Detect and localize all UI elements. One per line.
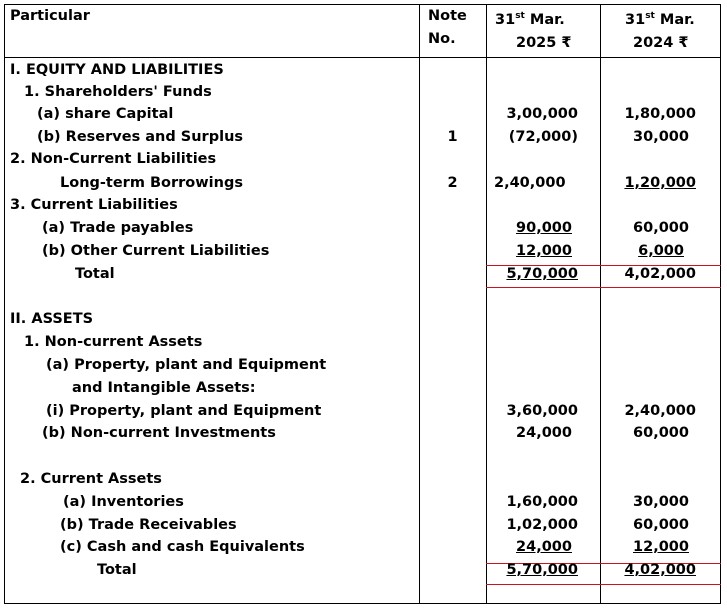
row-label: (b) Non-current Investments (42, 425, 276, 441)
header-note-line2: No. (428, 31, 456, 47)
value-2024: 60,000 (633, 517, 689, 533)
row-label: (c) Cash and cash Equivalents (60, 539, 305, 555)
row-label: (i) Property, plant and Equipment (46, 403, 322, 419)
row-label: (a) Inventories (63, 494, 184, 510)
column-divider (486, 4, 487, 604)
value-2024: 30,000 (633, 129, 689, 145)
row-label: (a) share Capital (37, 106, 174, 122)
header-particular: Particular (10, 8, 90, 24)
value-2025: 3,00,000 (506, 106, 578, 122)
header-2024-year: 2024 ₹ (633, 35, 689, 51)
header-note-line1: Note (428, 8, 467, 24)
row-label: (b) Reserves and Surplus (37, 129, 244, 145)
value-2025: 5,70,000 (506, 266, 578, 282)
value-2024: 1,20,000 (624, 175, 696, 191)
row-label: Total (97, 562, 137, 578)
value-2024: 4,02,000 (624, 562, 696, 578)
header-2024-date: 31st Mar. (625, 11, 695, 28)
row-label: 2. Non-Current Liabilities (10, 151, 217, 167)
value-2025: (72,000) (508, 129, 578, 145)
value-2024: 2,40,000 (624, 403, 696, 419)
value-2025: 24,000 (516, 539, 572, 555)
row-label: Long-term Borrowings (60, 175, 243, 191)
row-label: (a) Property, plant and Equipment (46, 357, 327, 373)
note-number: 2 (447, 175, 458, 191)
value-2024: 60,000 (633, 220, 689, 236)
value-2024: 60,000 (633, 425, 689, 441)
row-label: (b) Trade Receivables (60, 517, 237, 533)
value-2025: 24,000 (516, 425, 572, 441)
total-rule (486, 287, 721, 288)
total-rule (486, 584, 721, 585)
value-2025: 12,000 (516, 243, 572, 259)
row-label: 2. Current Assets (20, 471, 162, 487)
value-2024: 1,80,000 (624, 106, 696, 122)
value-2025: 1,02,000 (506, 517, 578, 533)
row-label: 1. Shareholders' Funds (24, 84, 212, 100)
value-2025: 3,60,000 (506, 403, 578, 419)
row-label: (b) Other Current Liabilities (42, 243, 270, 259)
row-label: 3. Current Liabilities (10, 197, 178, 213)
row-label: I. EQUITY AND LIABILITIES (10, 62, 224, 78)
value-2025: 1,60,000 (506, 494, 578, 510)
value-2024: 12,000 (633, 539, 689, 555)
value-2024: 30,000 (633, 494, 689, 510)
row-label: and Intangible Assets: (72, 380, 256, 396)
header-divider (4, 57, 721, 58)
row-label: Total (75, 266, 115, 282)
row-label: II. ASSETS (10, 311, 94, 327)
value-2025: 2,40,000 (494, 175, 566, 191)
header-2025-date: 31st Mar. (495, 11, 565, 28)
row-label: 1. Non-current Assets (24, 334, 203, 350)
column-divider (600, 4, 601, 604)
column-divider (419, 4, 420, 604)
value-2025: 90,000 (516, 220, 572, 236)
value-2025: 5,70,000 (506, 562, 578, 578)
row-label: (a) Trade payables (42, 220, 194, 236)
note-number: 1 (447, 129, 458, 145)
header-2025-year: 2025 ₹ (516, 35, 572, 51)
value-2024: 4,02,000 (624, 266, 696, 282)
value-2024: 6,000 (638, 243, 684, 259)
